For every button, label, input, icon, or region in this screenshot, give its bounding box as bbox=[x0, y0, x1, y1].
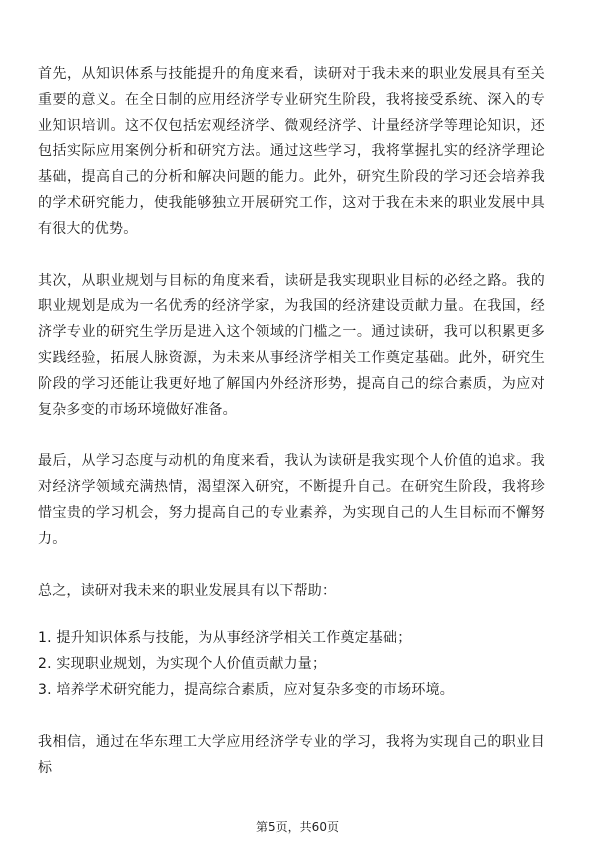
paragraph-closing: 我相信，通过在华东理工大学应用经济学专业的学习，我将为实现自己的职业目标 bbox=[38, 733, 545, 776]
paragraph-career: 其次，从职业规划与目标的角度来看，读研是我实现职业目标的必经之路。我的职业规划是成为一名优秀的经济学家，为我国的经济建设贡献力量。在我国，经济学专业的研究生学历是进入这个领域的门槛之一。通过读研，我可以积累更多实践经验，拓展人脉资源，为未来从事经济学相关工作奠定基础。此外，研究生阶段的学习还能让我更好地了解国内外经济形势，提高自己的综合素质，为应对复杂多变的市场环境做好准备。 bbox=[38, 272, 545, 418]
paragraph-motivation: 最后，从学习态度与动机的角度来看，我认为读研是我实现个人价值的追求。我对经济学领域充满热情，渴望深入研究，不断提升自己。在研究生阶段，我将珍惜宝贵的学习机会，努力提高自己的专业素养，为实现自己的人生目标而不懈努力。 bbox=[38, 453, 545, 547]
list-item: 2. 实现职业规划，为实现个人价值贡献力量； bbox=[38, 656, 327, 673]
benefit-list bbox=[38, 626, 545, 703]
list-item: 1. 提升知识体系与技能，为从事经济学相关工作奠定基础； bbox=[38, 630, 412, 647]
page-number: 第5页，共60页 bbox=[256, 820, 339, 834]
paragraph-knowledge: 首先，从知识体系与技能提升的角度来看，读研对于我未来的职业发展具有至关重要的意义。在全日制的应用经济学专业研究生阶段，我将接受系统、深入的专业知识培训。这不仅包括宏观经济学、微观经济学、计量经济学等理论知识，还包括实际应用案例分析和研究方法。通过这些学习，我将掌握扎实的经济学理论基础，提高自己的分析和解决问题的能力。此外，研究生阶段的学习还会培养我的学术研究能力，使我能够独立开展研究工作，这对于我在未来的职业发展中具有很大的优势。 bbox=[38, 66, 545, 237]
list-item: 3. 培养学术研究能力，提高综合素质，应对复杂多变的市场环境。 bbox=[38, 681, 455, 698]
paragraph-summary: 总之，读研对我未来的职业发展具有以下帮助： bbox=[38, 582, 337, 599]
